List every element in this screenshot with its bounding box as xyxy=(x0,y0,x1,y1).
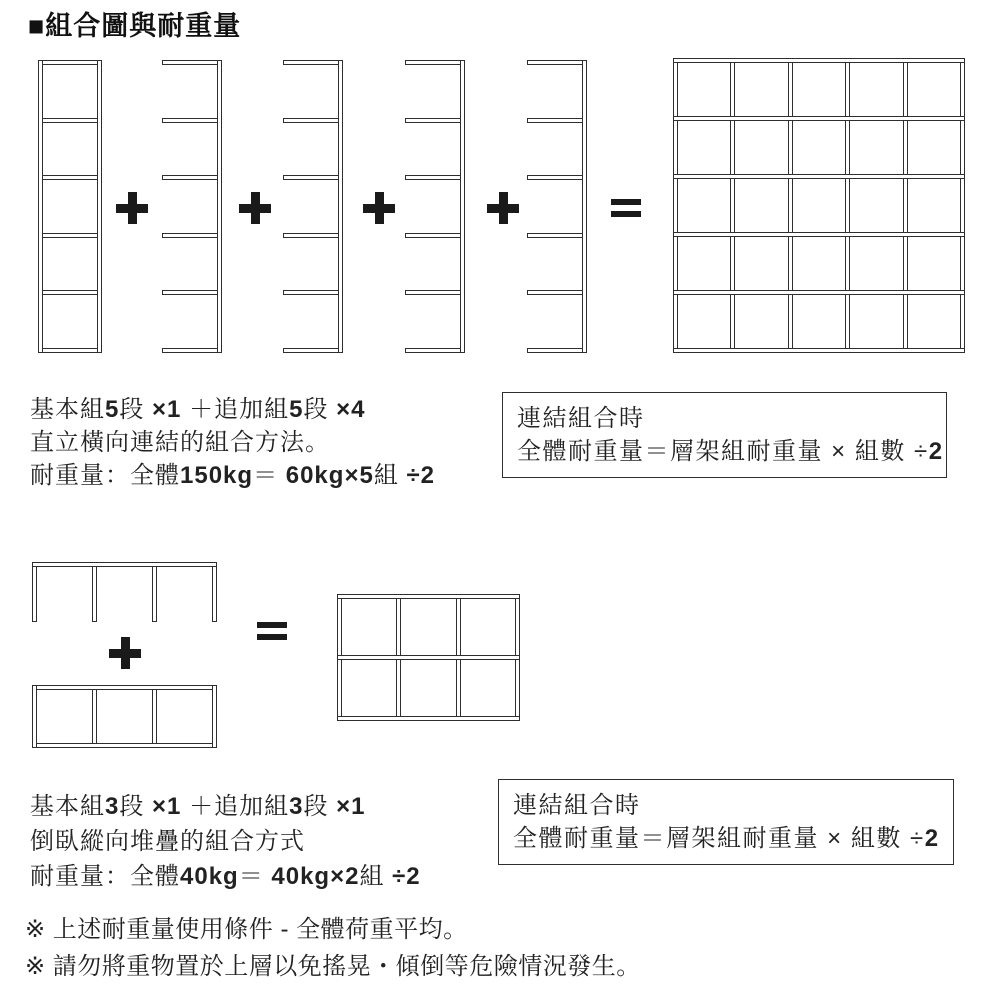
method-line: 直立橫向連結的組合方法。 xyxy=(30,429,330,456)
shelf xyxy=(673,174,965,179)
shelf xyxy=(337,594,520,599)
shelf xyxy=(162,290,218,295)
shelf xyxy=(527,118,583,123)
basic-unit-3tier-horizontal-diagram xyxy=(32,685,217,748)
shelf xyxy=(405,348,461,353)
shelf xyxy=(283,60,339,65)
additional-unit-3tier-horizontal-diagram xyxy=(32,562,217,622)
combined-grid-5x5-diagram xyxy=(673,58,965,353)
shelf xyxy=(36,743,213,748)
shelf xyxy=(162,60,218,65)
side-rail xyxy=(212,685,217,748)
note-box xyxy=(498,779,954,865)
side-rail xyxy=(788,58,793,353)
top-description xyxy=(30,393,500,492)
shelf xyxy=(673,232,965,237)
additional-unit-5tier-diagram xyxy=(283,60,343,353)
method-line: 倒臥縱向堆疊的組合方式 xyxy=(30,828,305,855)
plus-icon xyxy=(109,637,141,669)
page-title: ■組合圖與耐重量 xyxy=(28,11,242,41)
side-rail xyxy=(673,58,678,353)
shelf xyxy=(42,60,98,65)
note-box-formula: 全體耐重量＝層架組耐重量 × 組數 ÷2 xyxy=(513,825,940,852)
shelf xyxy=(162,233,218,238)
shelf xyxy=(42,175,98,180)
note-box-formula: 全體耐重量＝層架組耐重量 × 組數 ÷2 xyxy=(517,438,944,465)
leg xyxy=(32,566,37,622)
footnote: ※ 請勿將重物置於上層以免搖晃・傾倒等危險情況發生。 xyxy=(25,953,641,980)
shelf xyxy=(527,348,583,353)
plus-icon xyxy=(116,192,148,224)
shelf xyxy=(283,175,339,180)
shelf xyxy=(527,233,583,238)
shelf xyxy=(337,716,520,721)
footnote: ※ 上述耐重量使用條件 - 全體荷重平均。 xyxy=(25,916,468,943)
leg xyxy=(92,566,97,622)
capacity-line: 耐重量：全體150kg＝ 60kg×5組 ÷2 xyxy=(30,462,436,489)
leg xyxy=(212,566,217,622)
shelf xyxy=(283,348,339,353)
side-rail xyxy=(32,685,37,748)
shelf xyxy=(36,685,213,690)
shelf xyxy=(527,60,583,65)
side-rail xyxy=(730,58,735,353)
equals-icon xyxy=(257,622,287,640)
leg xyxy=(152,566,157,622)
divider-rail xyxy=(152,689,157,744)
shelf xyxy=(283,233,339,238)
additional-unit-5tier-diagram xyxy=(405,60,465,353)
shelf xyxy=(405,233,461,238)
equals-icon xyxy=(611,199,641,217)
footnotes xyxy=(25,911,745,985)
shelf xyxy=(405,118,461,123)
shelf xyxy=(527,290,583,295)
shelf xyxy=(42,348,98,353)
shelf xyxy=(673,290,965,295)
side-rail xyxy=(903,58,908,353)
formula-line: 基本組5段 ×1 ＋追加組5段 ×4 xyxy=(30,396,366,423)
side-rail xyxy=(97,60,102,353)
shelf xyxy=(42,290,98,295)
bottom-description xyxy=(30,789,500,894)
additional-unit-5tier-diagram xyxy=(162,60,222,353)
side-rail xyxy=(960,58,965,353)
shelf xyxy=(673,58,965,63)
side-rail xyxy=(38,60,43,353)
combined-grid-3x2-diagram xyxy=(337,594,520,721)
capacity-line: 耐重量：全體40kg＝ 40kg×2組 ÷2 xyxy=(30,863,421,890)
shelf xyxy=(405,290,461,295)
side-rail xyxy=(338,60,343,353)
shelf xyxy=(527,175,583,180)
shelf xyxy=(162,348,218,353)
additional-unit-5tier-diagram xyxy=(527,60,587,353)
plus-icon xyxy=(239,192,271,224)
note-box-title: 連結組合時 xyxy=(517,405,645,432)
shelf xyxy=(283,118,339,123)
note-box xyxy=(502,392,947,478)
side-rail xyxy=(845,58,850,353)
divider-rail xyxy=(92,689,97,744)
shelf xyxy=(673,116,965,121)
side-rail xyxy=(582,60,587,353)
shelf xyxy=(337,655,520,660)
side-rail xyxy=(217,60,222,353)
shelf xyxy=(405,175,461,180)
top-rail xyxy=(32,562,217,567)
shelf xyxy=(283,290,339,295)
shelf xyxy=(673,348,965,353)
shelf xyxy=(42,233,98,238)
formula-line: 基本組3段 ×1 ＋追加組3段 ×1 xyxy=(30,793,366,820)
basic-unit-5tier-diagram xyxy=(38,60,102,353)
plus-icon xyxy=(363,192,395,224)
shelf xyxy=(162,175,218,180)
shelf xyxy=(42,118,98,123)
shelf xyxy=(162,118,218,123)
side-rail xyxy=(460,60,465,353)
shelf xyxy=(405,60,461,65)
plus-icon xyxy=(487,192,519,224)
note-box-title: 連結組合時 xyxy=(513,792,641,819)
